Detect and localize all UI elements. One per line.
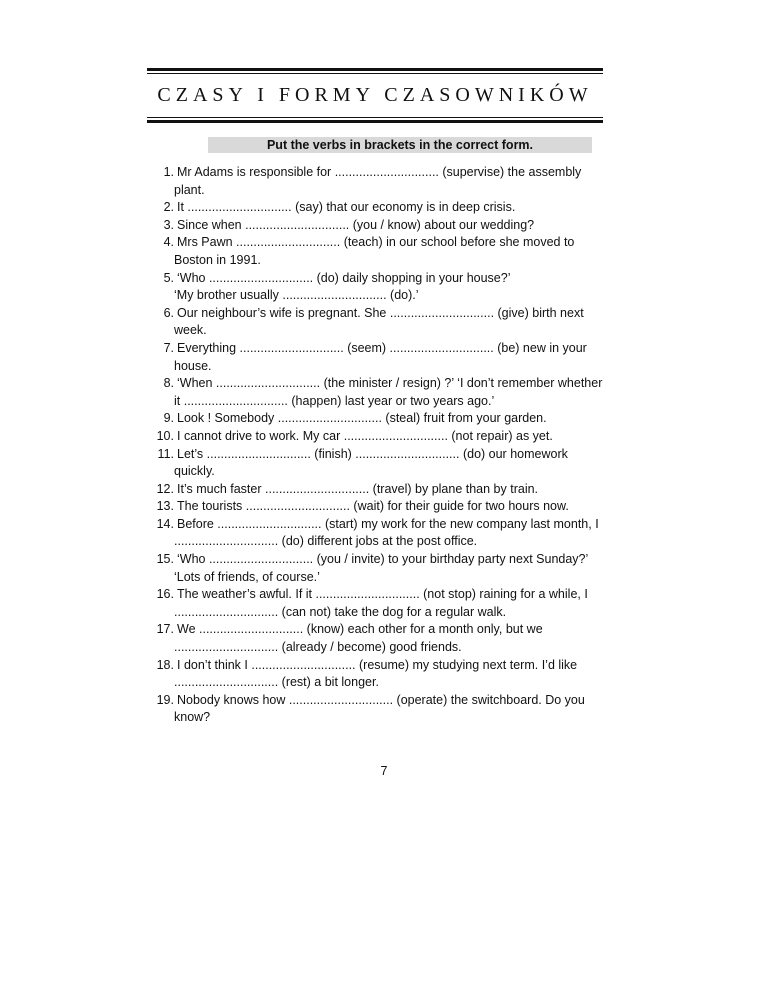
- exercise-number: 4.: [163, 235, 174, 250]
- exercise-number: 11.: [157, 446, 174, 461]
- exercise-number: 10.: [156, 428, 174, 443]
- exercise-item: [150, 217, 610, 235]
- exercise-line: [150, 569, 610, 587]
- exercise-text: Boston in 1991.: [174, 252, 261, 267]
- page-title: CZASY I FORMY CZASOWNIKÓW: [157, 84, 593, 106]
- exercise-text: know?: [174, 710, 211, 725]
- exercise-line: [150, 586, 610, 604]
- exercise-text: Mrs Pawn .............................. (teach) in our school before she moved to: [177, 235, 575, 250]
- exercise-item: [150, 621, 610, 656]
- exercise-item: [150, 428, 610, 446]
- exercise-number: 14.: [156, 516, 174, 531]
- exercise-line: [150, 674, 610, 692]
- exercise-line: [150, 322, 610, 340]
- exercise-text: ‘Who .............................. (you / invite) to your birthday party next Sunday?’: [177, 552, 589, 567]
- exercise-text: ‘When .............................. (the minister / resign) ?’ ‘I don’t remember whether: [177, 376, 603, 391]
- exercise-line: [150, 516, 610, 534]
- exercise-number: 1.: [163, 165, 174, 179]
- top-rule-thick: [147, 68, 603, 71]
- exercise-text: ‘My brother usually .............................. (do).’: [174, 288, 419, 303]
- exercise-line: [150, 621, 610, 639]
- exercise-line: [150, 234, 610, 252]
- exercise-text: week.: [174, 323, 207, 338]
- exercise-line: [150, 252, 610, 270]
- exercise-number: 8.: [163, 376, 174, 391]
- exercise-text: Everything .............................. (seem) .............................. (be) new in your: [177, 340, 587, 355]
- exercise-line: [150, 481, 610, 499]
- exercise-line: [150, 393, 610, 411]
- exercise-number: 13.: [156, 499, 174, 514]
- exercise-item: [150, 516, 610, 551]
- exercise-line: [150, 446, 610, 464]
- exercise-text: it .............................. (happen) last year or two years ago.’: [174, 393, 495, 408]
- exercise-text: quickly.: [174, 464, 215, 479]
- exercise-item: [150, 692, 610, 727]
- exercise-number: 18.: [156, 657, 174, 672]
- exercise-text: It .............................. (say) that our economy is in deep crisis.: [177, 200, 516, 215]
- exercise-text: I cannot drive to work. My car .............................. (not repair) as yet.: [177, 428, 553, 443]
- exercise-text: Let’s .............................. (finish) .............................. (do) our homework: [177, 446, 568, 461]
- exercise-text: Mr Adams is responsible for .............................. (supervise) the assembly: [177, 165, 582, 179]
- exercise-line: [150, 463, 610, 481]
- exercise-text: The weather’s awful. If it .............................. (not stop) raining for a while, I: [177, 587, 588, 602]
- exercise-item: [150, 586, 610, 621]
- exercise-line: [150, 270, 610, 288]
- exercise-number: 6.: [163, 305, 174, 320]
- exercise-item: [150, 551, 610, 586]
- exercise-text: I don’t think I .............................. (resume) my studying next term. I’d like: [177, 657, 578, 672]
- exercise-line: [150, 199, 610, 217]
- exercise-item: [150, 498, 610, 516]
- exercise-line: [150, 709, 610, 727]
- exercise-line: [150, 305, 610, 323]
- exercise-text: It’s much faster .............................. (travel) by plane than by train.: [177, 481, 539, 496]
- exercise-text: .............................. (can not) take the dog for a regular walk.: [174, 604, 507, 619]
- exercise-item: [150, 446, 610, 481]
- exercise-text: .............................. (do) different jobs at the post office.: [174, 534, 478, 549]
- exercise-item: [150, 270, 610, 305]
- exercise-line: [150, 287, 610, 305]
- exercise-line: [150, 410, 610, 428]
- exercise-text: Our neighbour’s wife is pregnant. She .............................. (give) birth next: [177, 305, 584, 320]
- top-rule-thin: [147, 73, 603, 74]
- exercise-text: Nobody knows how .............................. (operate) the switchboard. Do you: [177, 692, 585, 707]
- exercise-text: .............................. (rest) a bit longer.: [174, 675, 379, 690]
- exercise-line: [150, 217, 610, 235]
- bottom-rule-thick: [147, 120, 603, 123]
- exercise-item: [150, 410, 610, 428]
- exercise-item: [150, 481, 610, 499]
- exercise-item: [150, 375, 610, 410]
- exercise-line: [150, 428, 610, 446]
- bottom-rule-thin: [147, 117, 603, 118]
- exercise-item: [150, 657, 610, 692]
- exercise-text: ‘Lots of friends, of course.’: [174, 569, 320, 584]
- exercise-text: house.: [174, 358, 212, 373]
- exercise-line: [150, 358, 610, 376]
- exercise-text: We .............................. (know) each other for a month only, but we: [177, 622, 543, 637]
- exercise-number: 2.: [163, 200, 174, 215]
- exercise-list: [150, 164, 610, 727]
- exercise-line: [150, 657, 610, 675]
- exercise-text: plant.: [174, 182, 205, 197]
- exercise-text: .............................. (already / become) good friends.: [174, 640, 462, 655]
- exercise-line: [150, 639, 610, 657]
- exercise-number: 15.: [156, 552, 174, 567]
- exercise-line: [150, 551, 610, 569]
- exercise-item: [150, 199, 610, 217]
- exercise-number: 5.: [163, 270, 174, 285]
- exercise-number: 16.: [156, 587, 174, 602]
- exercise-text: Before .............................. (start) my work for the new company last month, I: [177, 516, 599, 531]
- exercise-line: [150, 340, 610, 358]
- exercise-line: [150, 182, 610, 200]
- exercise-line: [150, 164, 610, 182]
- page-number: 7: [380, 764, 388, 778]
- exercise-line: [150, 533, 610, 551]
- exercise-number: 7.: [163, 340, 174, 355]
- exercise-text: The tourists .............................. (wait) for their guide for two hours now.: [177, 499, 569, 514]
- instruction-banner: Put the verbs in brackets in the correct form.: [208, 137, 592, 153]
- exercise-line: [150, 375, 610, 393]
- exercise-item: [150, 305, 610, 340]
- exercise-text: ‘Who .............................. (do) daily shopping in your house?’: [177, 270, 511, 285]
- exercise-line: [150, 604, 610, 622]
- exercise-number: 9.: [163, 411, 174, 426]
- exercise-text: Since when .............................. (you / know) about our wedding?: [177, 217, 535, 232]
- exercise-number: 3.: [163, 217, 174, 232]
- exercise-text: Look ! Somebody .............................. (steal) fruit from your garden.: [177, 411, 547, 426]
- exercise-number: 12.: [156, 481, 174, 496]
- exercise-item: [150, 340, 610, 375]
- exercise-line: [150, 498, 610, 516]
- exercise-item: [150, 164, 610, 199]
- exercise-number: 19.: [156, 692, 174, 707]
- exercise-item: [150, 234, 610, 269]
- exercise-line: [150, 692, 610, 710]
- exercise-number: 17.: [156, 622, 174, 637]
